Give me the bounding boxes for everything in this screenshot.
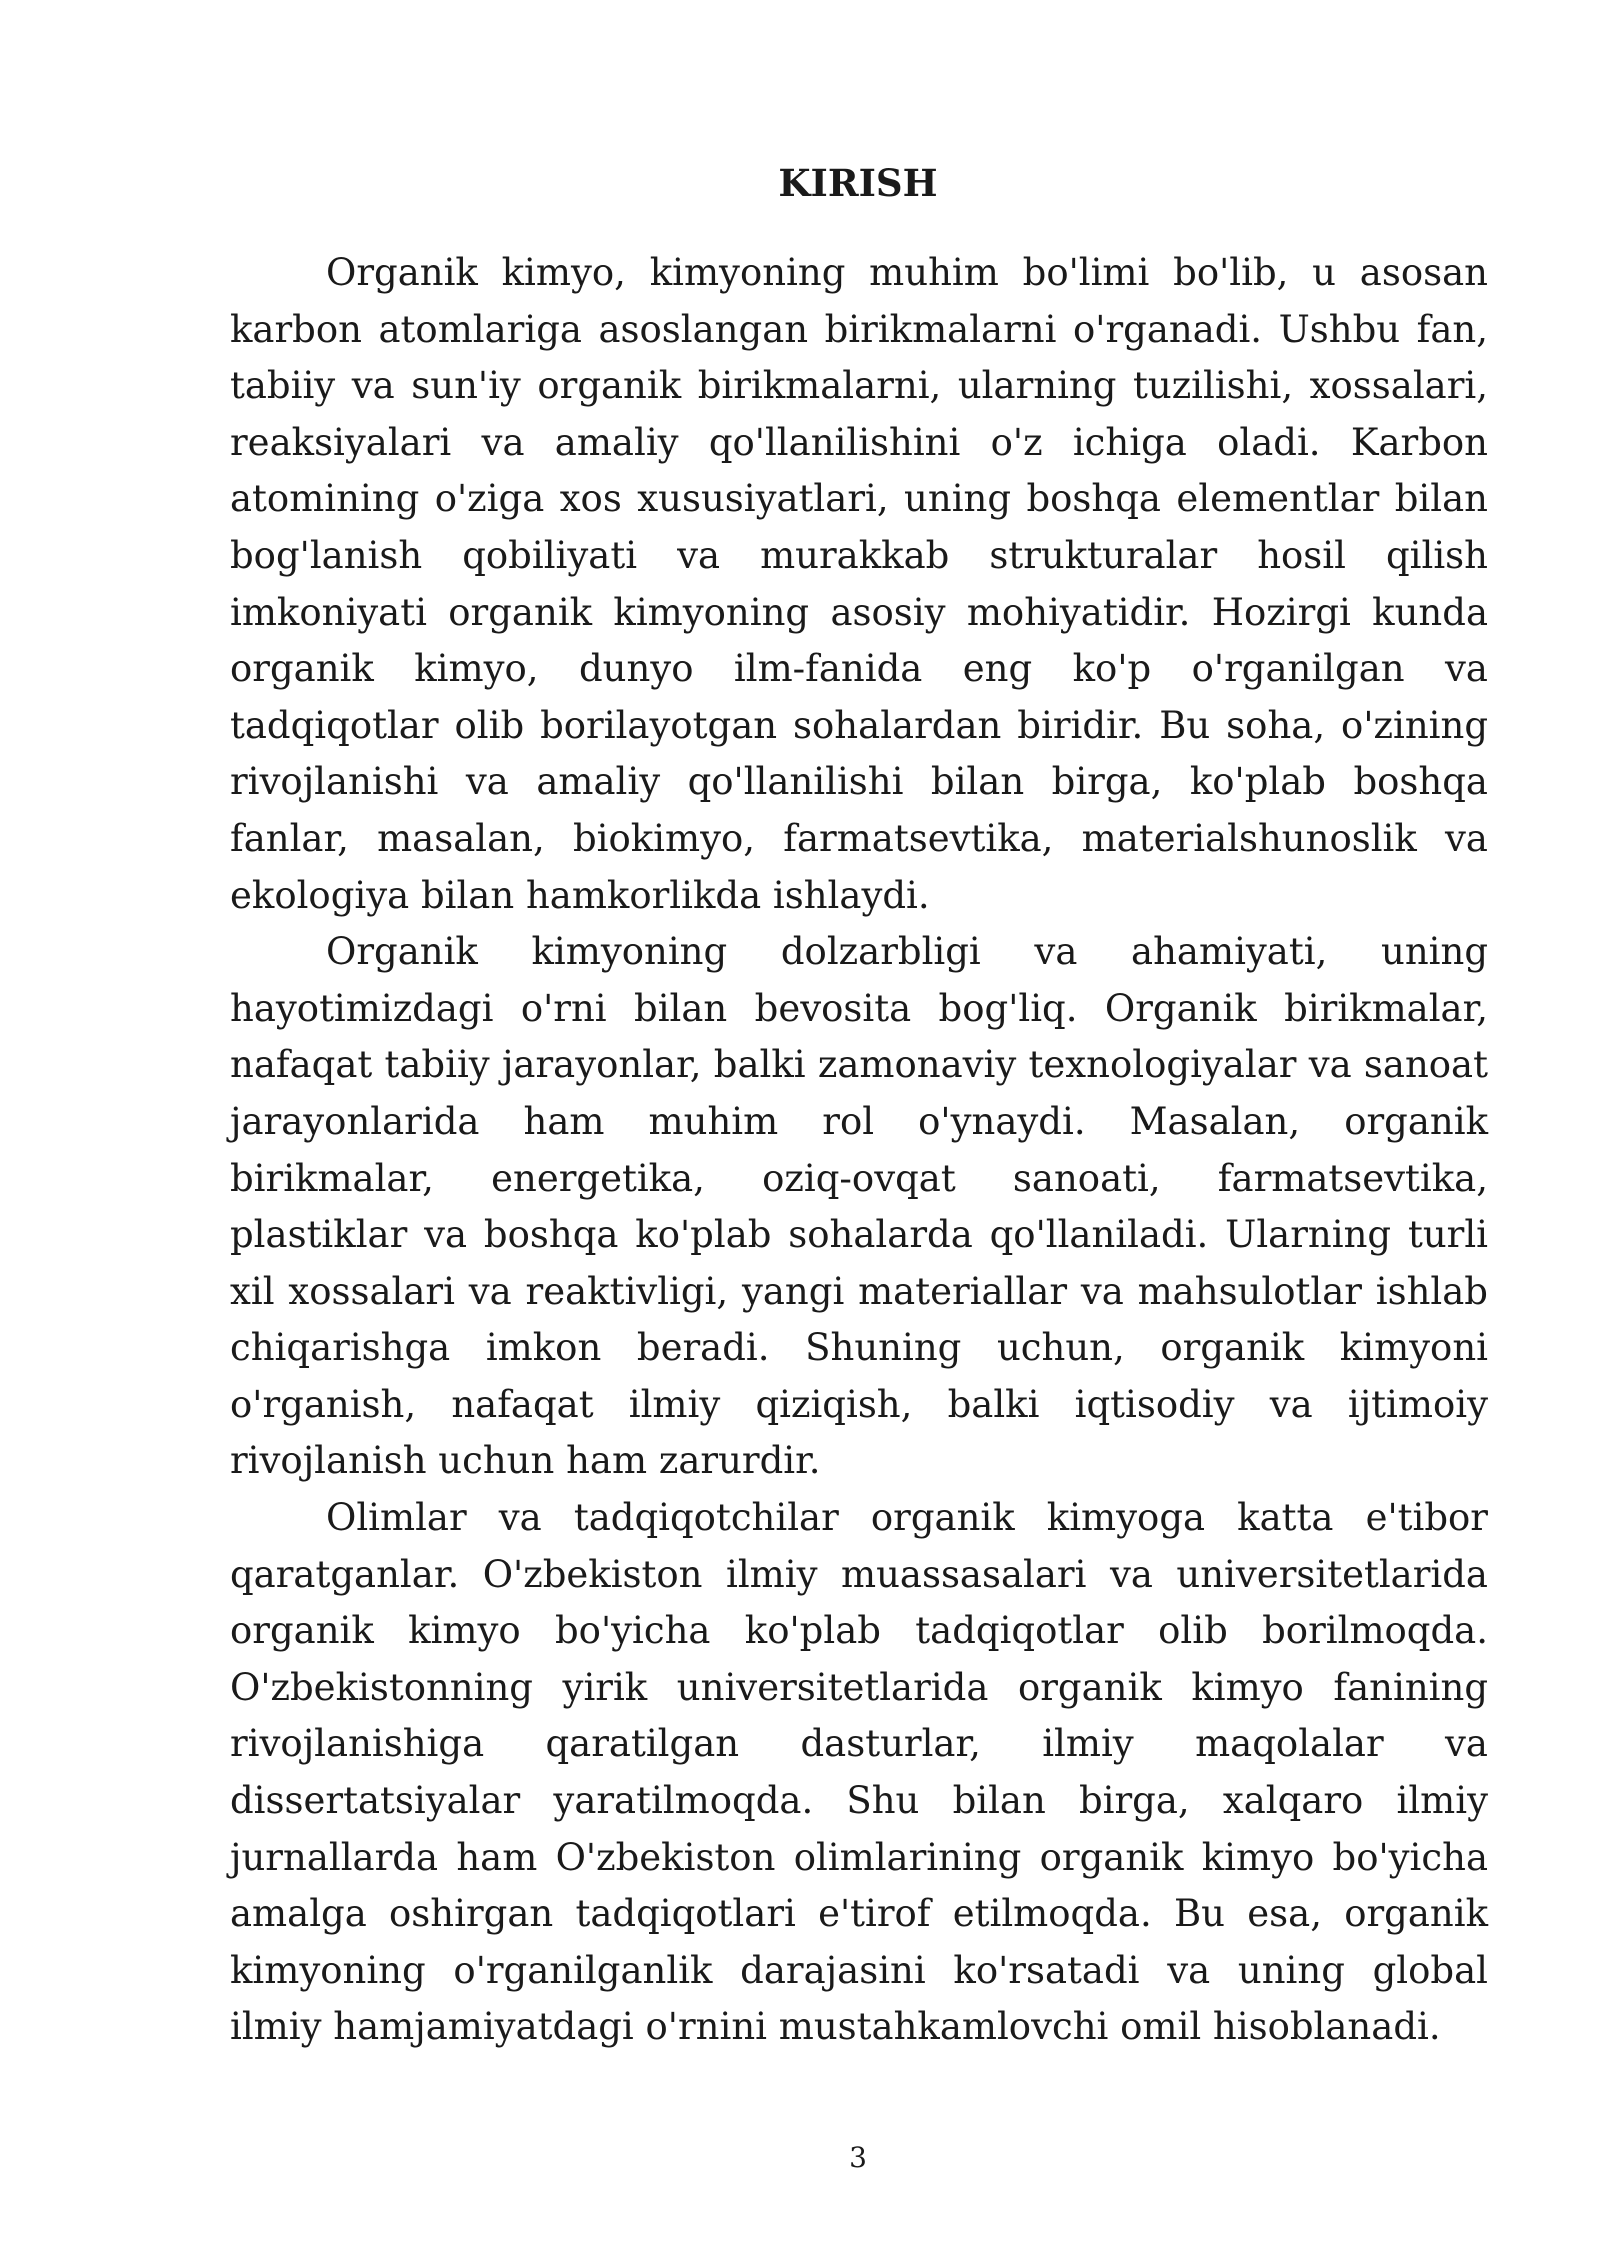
body-text	[230, 245, 1488, 2056]
page-title: KIRISH	[778, 161, 938, 205]
page-number: 3	[849, 2141, 867, 2174]
paragraph-introduction: Organik kimyo, kimyoning muhim bo'limi bo'lib, u asosan karbon atomlariga asoslangan birikmalarni o'rganadi. Ushbu fan, tabiiy va sun'iy organik birikmalarni, ularning tuzilishi, xossalari, reaksiyalari va amaliy qo'llanilishini o'z ichiga oladi. Karbon atomining o'ziga xos xususiyatlari, uning boshqa elementlar bilan bog'lanish qobiliyati va murakkab strukturalar hosil qilish imkoniyati organik kimyoning asosiy mohiyatidir. Hozirgi kunda organik kimyo, dunyo ilm-fanida eng ko'p o'rganilgan va tadqiqotlar olib borilayotgan sohalardan biridir. Bu soha, o'zining rivojlanishi va amaliy qo'llanilishi bilan birga, ko'plab boshqa fanlar, masalan, biokimyo, farmatsevtika, materialshunoslik va ekologiya bilan hamkorlikda ishlaydi.	[230, 251, 1488, 917]
paragraph-relevance: Organik kimyoning dolzarbligi va ahamiyati, uning hayotimizdagi o'rni bilan bevosita bog'liq. Organik birikmalar, nafaqat tabiiy jarayonlar, balki zamonaviy texnologiyalar va sanoat jarayonlarida ham muhim rol o'ynaydi. Masalan, organik birikmalar, energetika, oziq-ovqat sanoati, farmatsevtika, plastiklar va boshqa ko'plab sohalarda qo'llaniladi. Ularning turli xil xossalari va reaktivligi, yangi materiallar va mahsulotlar ishlab chiqarishga imkon beradi. Shuning uchun, organik kimyoni o'rganish, nafaqat ilmiy qiziqish, balki iqtisodiy va ijtimoiy rivojlanish uchun ham zarurdir.	[230, 930, 1488, 1483]
paragraph-research: Olimlar va tadqiqotchilar organik kimyoga katta e'tibor qaratganlar. O'zbekiston ilmiy muassasalari va universitetlarida organik kimyo bo'yicha ko'plab tadqiqotlar olib borilmoqda. O'zbekistonning yirik universitetlarida organik kimyo fanining rivojlanishiga qaratilgan dasturlar, ilmiy maqolalar va dissertatsiyalar yaratilmoqda. Shu bilan birga, xalqaro ilmiy jurnallarda ham O'zbekiston olimlarining organik kimyo bo'yicha amalga oshirgan tadqiqotlari e'tirof etilmoqda. Bu esa, organik kimyoning o'rganilganlik darajasini ko'rsatadi va uning global ilmiy hamjamiyatdagi o'rnini mustahkamlovchi omil hisoblanadi.	[230, 1496, 1488, 2049]
